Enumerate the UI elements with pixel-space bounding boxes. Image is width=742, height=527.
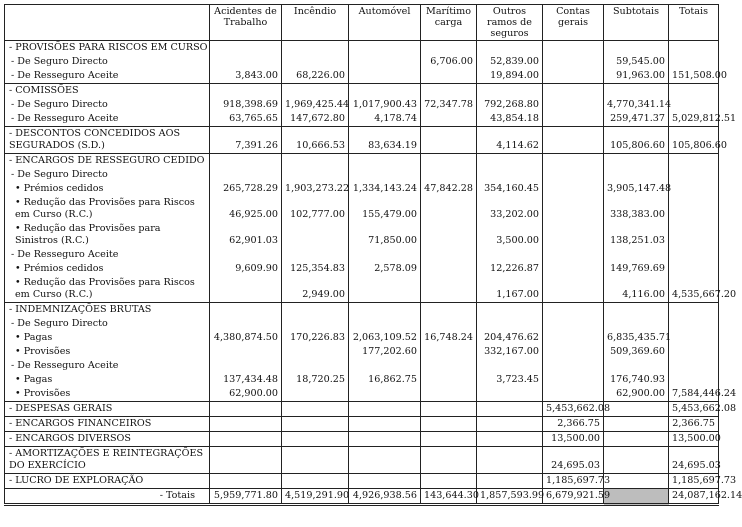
table-cell xyxy=(543,41,604,56)
table-row xyxy=(5,262,719,276)
table-cell xyxy=(282,417,349,432)
table-cell xyxy=(210,154,282,169)
table-cell xyxy=(349,402,421,417)
section-row xyxy=(5,127,719,154)
table-cell xyxy=(421,41,477,56)
table-cell xyxy=(349,84,421,99)
row-label: - De Seguro Directo xyxy=(5,98,210,112)
table-cell xyxy=(421,248,477,262)
table-cell: 3,843.00 xyxy=(210,69,282,84)
table-cell xyxy=(282,387,349,402)
table-cell xyxy=(669,168,719,182)
table-cell: 4,178.74 xyxy=(349,112,421,127)
table-cell xyxy=(282,317,349,331)
column-header: Contas gerais xyxy=(543,5,604,41)
table-cell: 3,500.00 xyxy=(477,222,543,248)
row-label: • Provisões xyxy=(5,387,210,402)
table-cell xyxy=(421,359,477,373)
table-cell: 2,366.75 xyxy=(543,417,604,432)
table-row xyxy=(5,345,719,359)
table-cell: 4,380,874.50 xyxy=(210,331,282,345)
table-cell xyxy=(477,359,543,373)
table-cell: 91,963.00 xyxy=(604,69,669,84)
table-cell: 71,850.00 xyxy=(349,222,421,248)
table-cell: 3,723.45 xyxy=(477,373,543,387)
table-cell xyxy=(669,331,719,345)
table-cell: 43,854.18 xyxy=(477,112,543,127)
table-cell xyxy=(421,112,477,127)
table-cell xyxy=(477,41,543,56)
row-label: - ENCARGOS DE RESSEGURO CEDIDO xyxy=(5,154,210,169)
table-cell xyxy=(543,98,604,112)
table-cell: 12,226.87 xyxy=(477,262,543,276)
table-cell xyxy=(349,359,421,373)
section-row xyxy=(5,402,719,417)
table-cell: 5,453,662.08 xyxy=(543,402,604,417)
column-header: Marítimo carga xyxy=(421,5,477,41)
table-cell xyxy=(282,154,349,169)
table-cell: 149,769.69 xyxy=(604,262,669,276)
table-cell xyxy=(421,373,477,387)
table-cell xyxy=(282,84,349,99)
table-cell: 6,835,435.71 xyxy=(604,331,669,345)
row-label: - AMORTIZAÇÕES E REINTEGRAÇÕES DO EXERCÍCIO xyxy=(5,447,210,474)
table-cell xyxy=(421,317,477,331)
table-cell xyxy=(421,447,477,474)
table-cell xyxy=(421,262,477,276)
table-cell xyxy=(477,154,543,169)
table-cell xyxy=(282,447,349,474)
table-cell: 147,672.80 xyxy=(282,112,349,127)
table-cell: 24,695.03 xyxy=(543,447,604,474)
table-cell xyxy=(543,196,604,222)
table-cell xyxy=(669,373,719,387)
table-cell xyxy=(669,41,719,56)
section-row xyxy=(5,303,719,318)
table-cell: 170,226.83 xyxy=(282,331,349,345)
table-row xyxy=(5,359,719,373)
row-label: • Redução das Provisões para Sinistros (R.C.) xyxy=(5,222,210,248)
table-cell xyxy=(543,262,604,276)
table-cell: 62,900.00 xyxy=(210,387,282,402)
totals-cell: 6,679,921.59 xyxy=(543,489,604,505)
table-cell xyxy=(543,112,604,127)
table-cell xyxy=(543,154,604,169)
row-label: - DESCONTOS CONCEDIDOS AOS SEGURADOS (S.D.) xyxy=(5,127,210,154)
table-cell xyxy=(543,331,604,345)
column-header: Subtotais xyxy=(604,5,669,41)
table-cell: 1,017,900.43 xyxy=(349,98,421,112)
table-row xyxy=(5,387,719,402)
table-cell xyxy=(669,98,719,112)
table-cell: 151,508.00 xyxy=(669,69,719,84)
table-cell: 16,748.24 xyxy=(421,331,477,345)
table-cell xyxy=(421,154,477,169)
table-row xyxy=(5,168,719,182)
table-cell: 918,398.69 xyxy=(210,98,282,112)
table-cell: 138,251.03 xyxy=(604,222,669,248)
totals-cell: 5,959,771.80 xyxy=(210,489,282,505)
table-cell xyxy=(604,432,669,447)
table-cell xyxy=(477,168,543,182)
table-row xyxy=(5,373,719,387)
section-row xyxy=(5,474,719,489)
column-header: Automóvel xyxy=(349,5,421,41)
table-cell xyxy=(349,417,421,432)
column-header: Totais xyxy=(669,5,719,41)
table-cell: 792,268.80 xyxy=(477,98,543,112)
table-cell xyxy=(543,84,604,99)
table-cell xyxy=(543,345,604,359)
table-cell xyxy=(543,373,604,387)
table-cell: 338,383.00 xyxy=(604,196,669,222)
table-cell xyxy=(282,41,349,56)
table-cell xyxy=(210,248,282,262)
table-cell xyxy=(543,303,604,318)
subtotals-total-cell xyxy=(604,489,669,505)
table-cell: 2,366.75 xyxy=(669,417,719,432)
table-cell xyxy=(543,168,604,182)
table-cell: 105,806.60 xyxy=(604,127,669,154)
row-label: - COMISSÕES xyxy=(5,84,210,99)
table-cell xyxy=(282,432,349,447)
table-cell xyxy=(349,276,421,303)
row-label: - De Seguro Directo xyxy=(5,317,210,331)
table-cell xyxy=(282,402,349,417)
table-cell xyxy=(604,417,669,432)
table-row xyxy=(5,69,719,84)
totals-label: - Totais xyxy=(5,489,210,505)
table-cell xyxy=(210,168,282,182)
row-label: - INDEMNIZAÇÕES BRUTAS xyxy=(5,303,210,318)
table-cell: 1,334,143.24 xyxy=(349,182,421,196)
row-label: - De Resseguro Aceite xyxy=(5,248,210,262)
table-cell: 13,500.00 xyxy=(543,432,604,447)
table-cell xyxy=(604,474,669,489)
table-cell: 52,839.00 xyxy=(477,55,543,69)
table-cell: 63,765.65 xyxy=(210,112,282,127)
table-cell: 137,434.48 xyxy=(210,373,282,387)
table-body xyxy=(5,41,742,505)
table-row xyxy=(5,276,719,303)
table-cell xyxy=(669,303,719,318)
row-label: - ENCARGOS DIVERSOS xyxy=(5,432,210,447)
table-cell xyxy=(669,359,719,373)
table-cell xyxy=(669,262,719,276)
table-cell: 4,770,341.14 xyxy=(604,98,669,112)
table-cell: 1,903,273.22 xyxy=(282,182,349,196)
table-cell xyxy=(669,182,719,196)
table-cell xyxy=(210,345,282,359)
table-cell: 2,949.00 xyxy=(282,276,349,303)
table-cell xyxy=(669,317,719,331)
row-label: - LUCRO DE EXPLORAÇÃO xyxy=(5,474,210,489)
table-cell xyxy=(282,222,349,248)
table-cell xyxy=(669,345,719,359)
table-cell xyxy=(669,55,719,69)
table-cell xyxy=(604,168,669,182)
table-cell xyxy=(421,387,477,402)
table-cell xyxy=(210,55,282,69)
table-cell xyxy=(349,387,421,402)
table-cell: 1,167.00 xyxy=(477,276,543,303)
row-label: • Prémios cedidos xyxy=(5,262,210,276)
table-row xyxy=(5,182,719,196)
table-cell xyxy=(543,317,604,331)
table-cell xyxy=(210,402,282,417)
table-cell xyxy=(210,276,282,303)
table-row xyxy=(5,196,719,222)
header-row xyxy=(5,5,719,41)
table-row xyxy=(5,331,719,345)
row-label: • Redução das Provisões para Riscos em Curso (R.C.) xyxy=(5,276,210,303)
table-cell: 2,578.09 xyxy=(349,262,421,276)
table-cell: 7,584,446.24 xyxy=(669,387,719,402)
table-row xyxy=(5,317,719,331)
table-cell xyxy=(477,387,543,402)
table-cell xyxy=(477,303,543,318)
table-cell xyxy=(210,41,282,56)
table-cell: 62,901.03 xyxy=(210,222,282,248)
table-cell xyxy=(349,154,421,169)
table-cell xyxy=(477,447,543,474)
table-cell xyxy=(349,41,421,56)
totals-cell: 143,644.30 xyxy=(421,489,477,505)
table-cell xyxy=(349,474,421,489)
row-label: - De Seguro Directo xyxy=(5,168,210,182)
table-cell xyxy=(543,359,604,373)
table-cell: 2,063,109.52 xyxy=(349,331,421,345)
table-cell xyxy=(349,447,421,474)
table-cell xyxy=(421,345,477,359)
table-cell xyxy=(210,432,282,447)
row-label: - De Resseguro Aceite xyxy=(5,69,210,84)
table-cell xyxy=(421,474,477,489)
table-cell: 1,185,697.73 xyxy=(669,474,719,489)
section-row xyxy=(5,447,719,474)
row-label: - De Resseguro Aceite xyxy=(5,359,210,373)
column-header: Acidentes de Trabalho xyxy=(210,5,282,41)
table-cell: 68,226.00 xyxy=(282,69,349,84)
totals-cell: 4,519,291.90 xyxy=(282,489,349,505)
totals-row xyxy=(5,489,719,505)
table-cell: 102,777.00 xyxy=(282,196,349,222)
table-cell xyxy=(543,387,604,402)
table-cell xyxy=(282,474,349,489)
table-cell: 5,029,812.51 xyxy=(669,112,719,127)
table-cell: 176,740.93 xyxy=(604,373,669,387)
table-cell: 177,202.60 xyxy=(349,345,421,359)
row-label: - DESPESAS GERAIS xyxy=(5,402,210,417)
table-cell: 6,706.00 xyxy=(421,55,477,69)
table-cell: 509,369.60 xyxy=(604,345,669,359)
table-cell: 332,167.00 xyxy=(477,345,543,359)
table-cell xyxy=(349,317,421,331)
row-label: - ENCARGOS FINANCEIROS xyxy=(5,417,210,432)
table-cell: 83,634.19 xyxy=(349,127,421,154)
row-label: • Prémios cedidos xyxy=(5,182,210,196)
table-cell xyxy=(349,248,421,262)
table-cell xyxy=(210,474,282,489)
accounts-table xyxy=(4,4,742,506)
table-cell: 105,806.60 xyxy=(669,127,719,154)
table-row xyxy=(5,55,719,69)
table-cell: 4,535,667.20 xyxy=(669,276,719,303)
table-cell: 18,720.25 xyxy=(282,373,349,387)
table-row xyxy=(5,112,719,127)
column-header: Incêndio xyxy=(282,5,349,41)
table-cell: 47,842.28 xyxy=(421,182,477,196)
table-cell: 9,609.90 xyxy=(210,262,282,276)
table-cell xyxy=(282,345,349,359)
table-cell xyxy=(543,55,604,69)
table-cell xyxy=(421,196,477,222)
table-cell xyxy=(349,69,421,84)
totals-cell: 4,926,938.56 xyxy=(349,489,421,505)
table-cell xyxy=(210,303,282,318)
table-cell: 265,728.29 xyxy=(210,182,282,196)
table-cell xyxy=(282,303,349,318)
column-header-label xyxy=(5,5,210,41)
table-cell: 4,114.62 xyxy=(477,127,543,154)
table-cell xyxy=(210,359,282,373)
table-cell xyxy=(421,69,477,84)
table-cell xyxy=(543,222,604,248)
table-cell xyxy=(349,303,421,318)
section-row xyxy=(5,432,719,447)
table-cell xyxy=(477,474,543,489)
table-cell xyxy=(543,248,604,262)
row-label: • Pagas xyxy=(5,373,210,387)
table-cell xyxy=(210,447,282,474)
table-cell xyxy=(669,84,719,99)
table-cell: 46,925.00 xyxy=(210,196,282,222)
table-cell: 33,202.00 xyxy=(477,196,543,222)
table-cell xyxy=(421,168,477,182)
table-cell xyxy=(421,222,477,248)
table-cell xyxy=(669,248,719,262)
table-cell: 5,453,662.08 xyxy=(669,402,719,417)
table-cell xyxy=(421,432,477,447)
table-cell xyxy=(604,154,669,169)
table-cell: 204,476.62 xyxy=(477,331,543,345)
table-cell: 13,500.00 xyxy=(669,432,719,447)
table-cell: 10,666.53 xyxy=(282,127,349,154)
row-label: • Provisões xyxy=(5,345,210,359)
table-cell xyxy=(669,154,719,169)
totals-cell: 24,087,162.14 xyxy=(669,489,719,505)
table-cell xyxy=(604,41,669,56)
table-cell xyxy=(282,55,349,69)
table-cell: 7,391.26 xyxy=(210,127,282,154)
table-cell xyxy=(421,84,477,99)
table-cell xyxy=(421,276,477,303)
table-cell xyxy=(210,417,282,432)
table-cell: 24,695.03 xyxy=(669,447,719,474)
row-label: - PROVISÕES PARA RISCOS EM CURSO xyxy=(5,41,210,56)
table-cell xyxy=(543,276,604,303)
table-cell xyxy=(604,402,669,417)
table-cell: 1,185,697.73 xyxy=(543,474,604,489)
table-cell: 16,862.75 xyxy=(349,373,421,387)
table-cell xyxy=(421,402,477,417)
table-cell: 19,894.00 xyxy=(477,69,543,84)
table-cell xyxy=(349,55,421,69)
table-cell: 72,347.78 xyxy=(421,98,477,112)
table-row xyxy=(5,248,719,262)
table-cell xyxy=(543,127,604,154)
table-cell xyxy=(477,248,543,262)
table-cell xyxy=(477,432,543,447)
table-cell xyxy=(421,303,477,318)
section-row xyxy=(5,417,719,432)
table-cell xyxy=(282,248,349,262)
row-label: • Redução das Provisões para Riscos em Curso (R.C.) xyxy=(5,196,210,222)
table-cell xyxy=(210,317,282,331)
table-cell xyxy=(349,432,421,447)
table-row xyxy=(5,222,719,248)
table-cell xyxy=(477,402,543,417)
table-cell xyxy=(477,317,543,331)
table-cell xyxy=(543,69,604,84)
table-cell: 1,969,425.44 xyxy=(282,98,349,112)
table-cell: 3,905,147.48 xyxy=(604,182,669,196)
table-cell xyxy=(421,417,477,432)
table-cell: 259,471.37 xyxy=(604,112,669,127)
table-cell xyxy=(604,84,669,99)
totals-cell: 1,857,593.99 xyxy=(477,489,543,505)
table-cell xyxy=(604,447,669,474)
table-cell xyxy=(669,196,719,222)
table-cell xyxy=(282,359,349,373)
table-cell xyxy=(349,168,421,182)
financial-table-container xyxy=(4,4,742,506)
table-cell xyxy=(604,303,669,318)
table-cell: 59,545.00 xyxy=(604,55,669,69)
table-cell: 125,354.83 xyxy=(282,262,349,276)
table-cell xyxy=(604,359,669,373)
table-row xyxy=(5,98,719,112)
table-cell xyxy=(543,182,604,196)
column-header: Outros ramos de seguros xyxy=(477,5,543,41)
table-cell xyxy=(604,248,669,262)
table-cell xyxy=(210,84,282,99)
table-cell xyxy=(421,127,477,154)
section-row xyxy=(5,154,719,169)
section-row xyxy=(5,84,719,99)
table-cell xyxy=(669,222,719,248)
table-cell: 155,479.00 xyxy=(349,196,421,222)
row-label: - De Resseguro Aceite xyxy=(5,112,210,127)
table-cell: 354,160.45 xyxy=(477,182,543,196)
table-cell xyxy=(477,417,543,432)
row-label: - De Seguro Directo xyxy=(5,55,210,69)
table-cell xyxy=(477,84,543,99)
row-label: • Pagas xyxy=(5,331,210,345)
table-cell xyxy=(282,168,349,182)
table-cell: 4,116.00 xyxy=(604,276,669,303)
table-cell: 62,900.00 xyxy=(604,387,669,402)
table-cell xyxy=(604,317,669,331)
section-row xyxy=(5,41,719,56)
